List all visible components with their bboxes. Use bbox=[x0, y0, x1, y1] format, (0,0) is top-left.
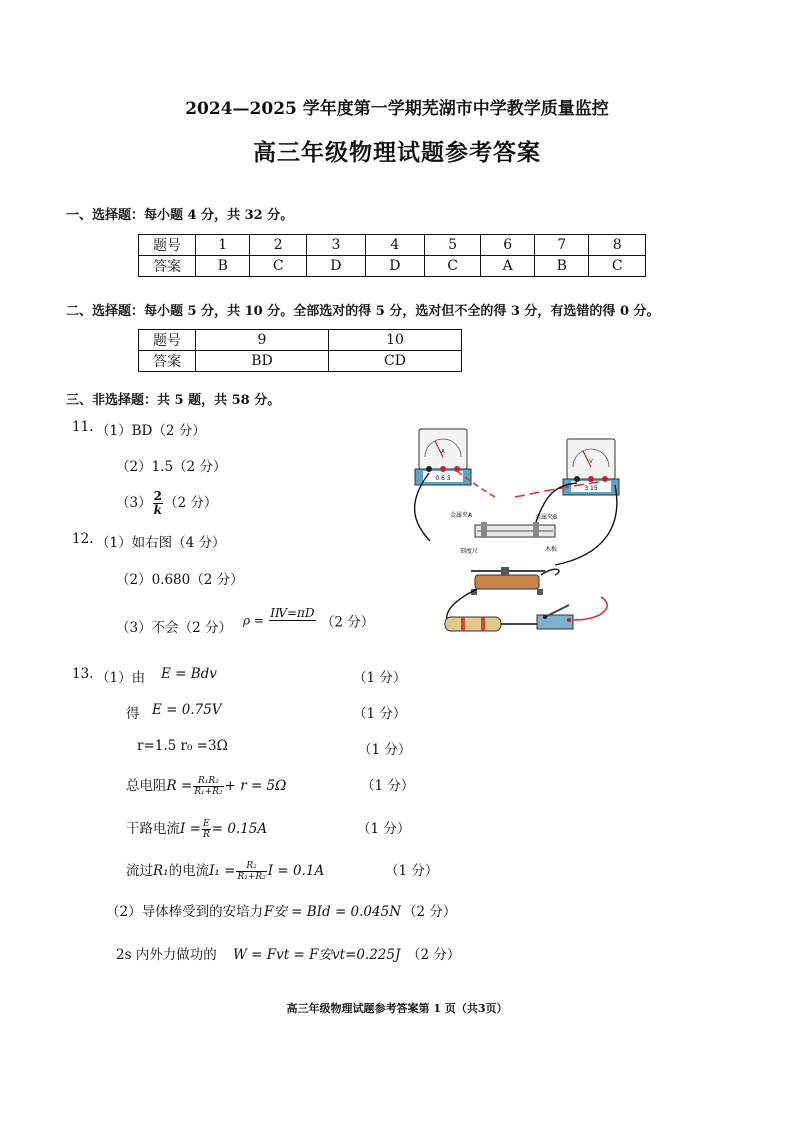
clip-b-label: 金属夹B bbox=[535, 514, 558, 521]
q13-line7-equation: F安 = BId = 0.045N bbox=[264, 904, 402, 920]
q13-line1-equation: E = Bdv bbox=[161, 666, 217, 682]
q13-line5-rhs: = 0.15A bbox=[211, 821, 268, 837]
voltmeter-range: 3 15 bbox=[584, 485, 598, 492]
question-number: 2 bbox=[250, 235, 306, 256]
q13-line5-prefix: 干路电流 bbox=[126, 821, 180, 837]
question-number: 10 bbox=[329, 330, 462, 351]
q12-part3: （3）不会（2 分） bbox=[116, 620, 232, 636]
q13-line6-r1: R₁ bbox=[153, 863, 169, 879]
section3-heading: 三、非选择题：共 5 题，共 58 分。 bbox=[66, 393, 281, 408]
q13-line5-lhs: I = bbox=[180, 821, 201, 837]
q13-line6-rhs: I = 0.1A bbox=[267, 863, 325, 879]
q13-line1-prefix: （1）由 bbox=[96, 670, 146, 686]
q13-line6-score: （1 分） bbox=[385, 863, 439, 879]
table-row bbox=[139, 351, 462, 372]
q11-part3-score: （2 分） bbox=[163, 495, 218, 511]
question-number: 7 bbox=[534, 235, 588, 256]
table-row bbox=[139, 330, 462, 351]
q13-line5-fraction bbox=[202, 819, 211, 840]
q13-line2-prefix: 得 bbox=[126, 706, 140, 722]
formula-garbled: Ⅳ=πD bbox=[274, 606, 315, 620]
fraction-numerator: E bbox=[203, 819, 210, 829]
q13-line6 bbox=[126, 859, 324, 882]
answer-cell: B bbox=[534, 256, 588, 277]
q12-formula bbox=[243, 606, 374, 635]
answer-cell: D bbox=[365, 256, 424, 277]
q12-number: 12. bbox=[72, 531, 94, 547]
q13-line4-prefix: 总电阻 bbox=[126, 778, 167, 794]
battery-icon bbox=[445, 617, 501, 631]
row-label-question: 题号 bbox=[139, 330, 196, 351]
q13-line6-prefix: 流过 bbox=[126, 863, 153, 879]
fraction-numerator bbox=[269, 606, 315, 621]
exam-title: 2024—2025 学年度第一学期芜湖市中学教学质量监控 bbox=[185, 99, 609, 119]
circuit-figure bbox=[405, 425, 625, 640]
q13-line5-score: （1 分） bbox=[357, 821, 411, 837]
row-label-answer: 答案 bbox=[139, 256, 196, 277]
answer-cell: CD bbox=[329, 351, 462, 372]
q13-line3-score: （1 分） bbox=[358, 742, 412, 758]
q13-line2-equation: E = 0.75V bbox=[152, 702, 222, 718]
rheostat-icon bbox=[471, 567, 545, 595]
q13-line1-score: （1 分） bbox=[353, 670, 407, 686]
table-row bbox=[139, 235, 646, 256]
q13-line4-fraction bbox=[193, 776, 223, 797]
voltmeter-symbol: V bbox=[589, 459, 593, 465]
board-label: 木板 bbox=[545, 546, 558, 553]
voltmeter-icon bbox=[563, 439, 619, 495]
q13-line4-score: （1 分） bbox=[361, 778, 415, 794]
fraction-numerator: R₁R₂ bbox=[193, 776, 223, 787]
q13-line6-fraction bbox=[236, 861, 266, 882]
q12-formula-lhs: ρ = bbox=[243, 613, 264, 628]
q11-part2: （2）1.5（2 分） bbox=[116, 459, 227, 475]
fraction-numerator: 2 bbox=[153, 489, 162, 503]
fraction-denominator: k bbox=[153, 503, 162, 517]
question-number: 1 bbox=[196, 235, 250, 256]
fraction-denominator: R bbox=[202, 830, 210, 840]
fraction-denominator bbox=[269, 621, 315, 635]
row-label-question: 题号 bbox=[139, 235, 196, 256]
q13-line3-equation: r=1.5 r₀ =3Ω bbox=[137, 738, 228, 754]
q11-number: 11. bbox=[72, 419, 94, 435]
q13-line4 bbox=[126, 774, 286, 797]
ammeter-icon bbox=[415, 429, 471, 485]
q13-line8-score: （2 分） bbox=[407, 947, 461, 963]
ruler-label: 刻度尺 bbox=[460, 548, 479, 555]
q11-part1: （1）BD（2 分） bbox=[96, 423, 206, 439]
answer-key-title: 高三年级物理试题参考答案 bbox=[253, 139, 541, 166]
q12-formula-score: （2 分） bbox=[320, 614, 375, 631]
q12-formula-fraction bbox=[269, 606, 315, 635]
q13-number: 13. bbox=[72, 666, 94, 682]
clip-a-label: 金属夹A bbox=[450, 512, 473, 519]
section1-answer-table bbox=[138, 234, 646, 277]
table-row bbox=[139, 256, 646, 277]
resistance-wire-setup bbox=[450, 511, 557, 555]
fraction-denominator: R₁+R₂ bbox=[194, 787, 223, 797]
q13-line6-lhs: I₁ = bbox=[209, 863, 236, 879]
section1-heading: 一、选择题：每小题 4 分，共 32 分。 bbox=[66, 208, 294, 223]
answer-cell: C bbox=[589, 256, 646, 277]
q13-line7-prefix: （2）导体棒受到的安培力 bbox=[106, 904, 264, 920]
q11-part3-prefix: （3） bbox=[116, 495, 152, 511]
page-footer: 高三年级物理试题参考答案第 1 页（共3页） bbox=[286, 1002, 508, 1015]
section2-answer-table bbox=[138, 329, 462, 372]
answer-cell: B bbox=[196, 256, 250, 277]
answer-cell: C bbox=[424, 256, 480, 277]
q13-line2-score: （1 分） bbox=[353, 706, 407, 722]
question-number: 4 bbox=[365, 235, 424, 256]
switch-icon bbox=[537, 605, 573, 629]
q13-line4-lhs: R = bbox=[166, 778, 193, 794]
answer-cell: D bbox=[306, 256, 365, 277]
row-label-answer: 答案 bbox=[139, 351, 196, 372]
ammeter-symbol: A bbox=[441, 449, 445, 455]
q13-line5 bbox=[126, 817, 267, 840]
q13-line7-score: （2 分） bbox=[403, 904, 457, 920]
q13-line8-equation: W = Fvt = F安vt=0.225J bbox=[233, 947, 401, 963]
q11-fraction bbox=[153, 490, 163, 517]
answer-cell: BD bbox=[196, 351, 329, 372]
question-number: 6 bbox=[481, 235, 535, 256]
question-number: 5 bbox=[424, 235, 480, 256]
question-number: 9 bbox=[196, 330, 329, 351]
question-number: 8 bbox=[589, 235, 646, 256]
fraction-numerator: R₂ bbox=[236, 861, 266, 872]
fraction-denominator: R₁+R₂ bbox=[237, 872, 266, 882]
q11-part3 bbox=[116, 490, 217, 517]
q12-part2: （2）0.680（2 分） bbox=[116, 572, 244, 588]
q12-part1: （1）如右图（4 分） bbox=[96, 535, 226, 551]
section2-heading: 二、选择题：每小题 5 分，共 10 分。全部选对的得 5 分，选对但不全的得 3 分，有选错的得 0 分。 bbox=[66, 304, 660, 319]
formula-i: I bbox=[270, 606, 275, 620]
ammeter-range: 0.6 3 bbox=[435, 475, 451, 482]
question-number: 3 bbox=[306, 235, 365, 256]
answer-cell: A bbox=[481, 256, 535, 277]
answer-cell: C bbox=[250, 256, 306, 277]
q13-line6-mid: 的电流 bbox=[168, 863, 210, 879]
q13-line8-prefix: 2s 内外力做功的 bbox=[116, 947, 217, 963]
q13-line4-rhs: + r = 5Ω bbox=[224, 778, 287, 794]
